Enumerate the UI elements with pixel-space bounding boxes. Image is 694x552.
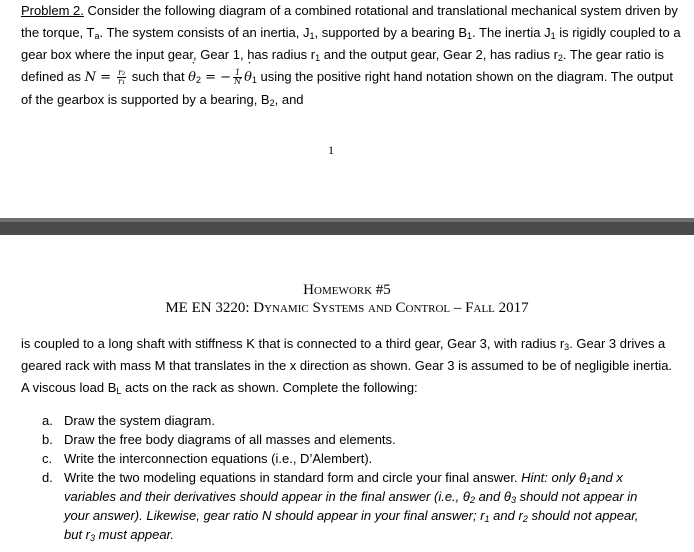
fraction-denominator: r₁ — [118, 77, 126, 87]
subscript: L — [116, 386, 122, 396]
task-item — [34, 411, 654, 430]
subscript: 2 — [196, 75, 202, 85]
subscript: 1 — [309, 31, 315, 41]
fraction-numerator: 1 — [235, 68, 241, 78]
task-text: Draw the free body diagrams of all masses and elements. — [64, 432, 396, 447]
subscript: 1 — [315, 53, 321, 63]
text-run: and r — [489, 508, 523, 523]
text-run: and the output gear, Gear 2, has radius r — [320, 47, 558, 62]
text-run: and θ — [474, 489, 511, 504]
inverse-ratio-fraction — [233, 69, 242, 86]
equation-symbol: = − — [201, 70, 232, 85]
task-item — [34, 430, 654, 449]
subscript: 3 — [90, 533, 96, 543]
text-run: should not appear, but r — [64, 508, 639, 542]
task-marker: b. — [42, 432, 53, 447]
subscript: 1 — [484, 514, 490, 524]
text-run: Consider the following diagram of a combined rotational and translational mechanical system driven by the torque, T — [21, 3, 678, 40]
subscript: 1 — [251, 75, 257, 85]
page-break-divider — [0, 218, 694, 235]
text-run: . The gear ratio is defined as — [21, 47, 664, 84]
text-run: . Gear 3 drives a geared rack with mass M that translates in the x direction as shown. Gear 3 is assumed to be of negligible inertia. A viscous load B — [21, 336, 673, 395]
page-number: 1 — [328, 143, 334, 157]
subscript: 2 — [557, 53, 563, 63]
course-code: ME EN 3220: — [165, 300, 254, 316]
page-two — [0, 235, 694, 552]
course-name: Dynamic Systems and Control — [253, 300, 451, 316]
text-run: Hint: only θ — [521, 470, 587, 485]
problem-label: Problem 2. — [21, 3, 84, 18]
theta-dot-symbol: θ ˙ — [188, 67, 196, 89]
subscript: 2 — [469, 495, 475, 505]
task-text: Write the two modeling equations in standard form and circle your final answer. — [64, 470, 522, 485]
text-run: must appear. — [95, 527, 175, 542]
task-list — [34, 411, 654, 544]
divider-shade — [0, 218, 694, 222]
subscript: 1 — [586, 476, 592, 486]
text-run: such that — [128, 69, 189, 84]
gear-ratio-fraction — [117, 69, 126, 86]
text-run: acts on the rack as shown. Complete the following: — [121, 380, 418, 395]
problem-paragraph-part1 — [21, 0, 681, 111]
subscript: a — [94, 31, 100, 41]
text-run: . The system consists of an inertia, J — [99, 25, 310, 40]
fraction-denominator: N — [234, 77, 242, 87]
text-run: is coupled to a long shaft with stiffness K that is connected to a third gear, Gear 3, with radius r — [21, 336, 565, 351]
task-marker: c. — [42, 451, 53, 466]
subscript: 2 — [522, 514, 528, 524]
task-item — [34, 468, 654, 544]
text-run: and x variables and their derivatives should appear in the final answer (i.e., θ — [64, 470, 623, 504]
text-run: , and — [274, 92, 304, 107]
equation-symbol: N — [84, 70, 96, 85]
text-run: using the positive right hand notation shown on the diagram. The output of the gearbox is supported by a bearing, B — [21, 69, 673, 107]
subscript: 1 — [467, 31, 473, 41]
subscript: 1 — [550, 31, 556, 41]
text-run: . The inertia J — [472, 25, 551, 40]
subscript: 2 — [269, 98, 275, 108]
task-marker: d. — [42, 470, 53, 485]
task-item — [34, 449, 654, 468]
text-run: should not appear in your answer). Likewise, gear ratio N should appear in your final answer; r — [64, 489, 638, 523]
problem-paragraph-part2 — [21, 333, 681, 399]
subscript: 3 — [510, 495, 516, 505]
page-one — [0, 0, 694, 218]
fraction-numerator: r₂ — [118, 68, 126, 78]
course-subtitle — [0, 300, 694, 317]
homework-title: Homework #5 — [303, 282, 391, 298]
text-run: is rigidly coupled to a gear box where the input gear, Gear 1, has radius r — [21, 25, 681, 62]
equation-symbol: = — [95, 70, 116, 85]
semester: Fall 2017 — [465, 300, 529, 316]
text-run: , supported by a bearing B — [314, 25, 468, 40]
task-text: Write the interconnection equations (i.e., D’Alembert). — [64, 451, 373, 466]
task-marker: a. — [42, 413, 53, 428]
subscript: 3 — [564, 342, 570, 352]
theta-dot-symbol: θ ˙ — [244, 67, 252, 89]
task-text: Draw the system diagram. — [64, 413, 215, 428]
dash: – — [450, 300, 466, 316]
